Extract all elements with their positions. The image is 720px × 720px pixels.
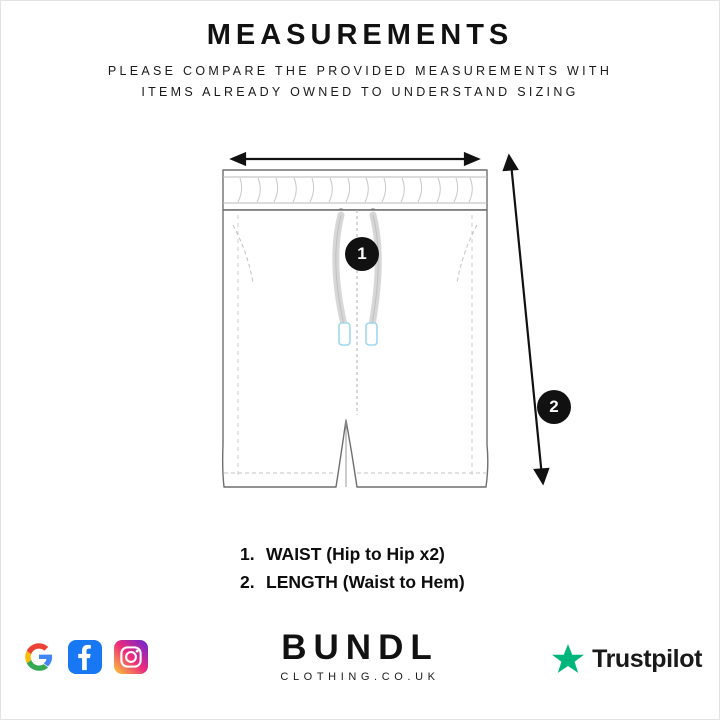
trustpilot-star-icon bbox=[551, 642, 585, 676]
subtitle-line-1: PLEASE COMPARE THE PROVIDED MEASUREMENTS WITH bbox=[107, 63, 613, 78]
measurement-badge-2: 2 bbox=[537, 390, 571, 424]
legend-number-2: 2. bbox=[240, 572, 255, 592]
measurement-legend bbox=[240, 540, 600, 596]
subtitle-line-2: ITEMS ALREADY OWNED TO UNDERSTAND SIZING bbox=[141, 84, 579, 99]
legend-item-length bbox=[240, 568, 600, 596]
trustpilot-logo[interactable] bbox=[551, 642, 702, 676]
page-title: MEASUREMENTS bbox=[206, 19, 514, 51]
legend-label-2: LENGTH (Waist to Hem) bbox=[266, 572, 465, 592]
brand-name: BUNDL bbox=[281, 628, 439, 667]
measurement-badge-1: 1 bbox=[345, 237, 379, 271]
waist-arrow bbox=[232, 154, 478, 165]
legend-label-1: WAIST (Hip to Hip x2) bbox=[266, 544, 445, 564]
footer bbox=[0, 620, 720, 720]
shorts-diagram bbox=[0, 115, 720, 515]
brand-website: CLOTHING.CO.UK bbox=[280, 671, 440, 683]
page-subtitle bbox=[0, 61, 720, 102]
legend-number-1: 1. bbox=[240, 544, 255, 564]
legend-item-waist bbox=[240, 540, 600, 568]
header bbox=[0, 20, 720, 102]
length-arrow bbox=[504, 156, 548, 483]
trustpilot-label: Trustpilot bbox=[592, 644, 702, 673]
shorts-technical-drawing bbox=[0, 115, 720, 515]
